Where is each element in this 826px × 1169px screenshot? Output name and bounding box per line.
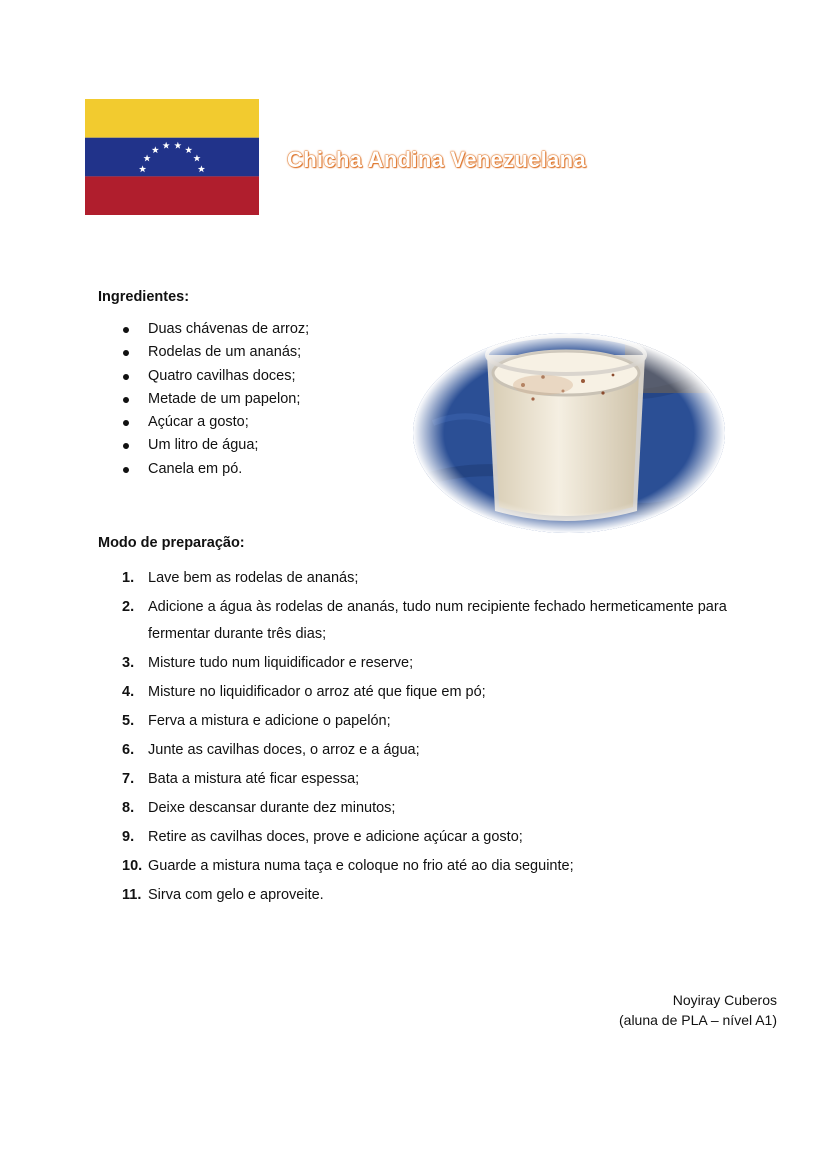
preparation-step: [120, 737, 780, 764]
ingredient-text: Rodelas de um ananás;: [148, 344, 302, 361]
ingredient-item: [120, 318, 309, 341]
step-text: Lave bem as rodelas de ananás;: [148, 570, 359, 586]
step-number: 2.: [122, 599, 135, 615]
ingredient-item: [120, 458, 309, 481]
ingredient-text: Quatro cavilhas doces;: [148, 367, 296, 384]
preparation-step: [120, 565, 780, 592]
ingredient-text: Açúcar a gosto;: [148, 414, 249, 431]
ingredient-text: Duas chávenas de arroz;: [148, 321, 310, 337]
ingredient-item: [120, 411, 309, 434]
preparation-step: [120, 824, 780, 851]
venezuela-flag: [85, 99, 259, 215]
step-number: 6.: [122, 742, 135, 758]
step-text: Ferva a mistura e adicione o papelón;: [148, 713, 391, 729]
bullet-icon: [123, 420, 129, 426]
preparation-step: [120, 795, 780, 822]
preparation-step: [120, 766, 780, 793]
step-number: 8.: [122, 800, 135, 816]
step-text: Deixe descansar durante dez minutos;: [148, 800, 396, 816]
bullet-icon: [123, 467, 129, 473]
ingredients-list: [120, 318, 309, 481]
preparation-step: [120, 853, 780, 880]
ingredients-heading: Ingredientes:: [98, 289, 190, 305]
ingredient-text: Metade de um papelon;: [148, 390, 301, 407]
step-number: 9.: [122, 829, 135, 845]
step-text: Bata a mistura até ficar espessa;: [148, 771, 360, 787]
ingredient-text: Um litro de água;: [148, 437, 259, 454]
chicha-glass-photo: [413, 333, 725, 533]
preparation-step: [120, 679, 780, 706]
step-number: 1.: [122, 570, 135, 586]
preparation-step: [120, 594, 780, 648]
ingredient-item: [120, 434, 309, 457]
step-text: Retire as cavilhas doces, prove e adicione açúcar a gosto;: [148, 829, 523, 845]
page-title: Chicha Andina Venezuelana: [287, 147, 586, 172]
step-text: Guarde a mistura numa taça e coloque no frio até ao dia seguinte;: [148, 858, 574, 874]
preparation-step: [120, 650, 780, 677]
preparation-heading: Modo de preparação:: [98, 535, 245, 551]
author-signature: [619, 990, 777, 1030]
bullet-icon: [123, 397, 129, 403]
author-role: (aluna de PLA – nível A1): [619, 1012, 777, 1028]
bullet-icon: [123, 374, 129, 380]
step-number: 11.: [122, 887, 142, 903]
ingredient-text: Canela em pó.: [148, 460, 243, 477]
ingredient-item: [120, 388, 309, 411]
preparation-step: [120, 708, 780, 735]
preparation-step: [120, 882, 780, 909]
step-text: Junte as cavilhas doces, o arroz e a água;: [148, 742, 420, 758]
step-number: 4.: [122, 684, 135, 700]
author-name: Noyiray Cuberos: [672, 992, 777, 1008]
step-number: 7.: [122, 771, 135, 787]
step-number: 10.: [122, 858, 143, 874]
step-number: 5.: [122, 713, 135, 729]
step-text: Sirva com gelo e aproveite.: [148, 887, 324, 903]
step-number: 3.: [122, 655, 135, 671]
ingredient-item: [120, 365, 309, 388]
step-text: Misture no liquidificador o arroz até que fique em pó;: [148, 684, 486, 700]
step-text: Misture tudo num liquidificador e reserve;: [148, 655, 414, 671]
bullet-icon: [123, 350, 129, 356]
bullet-icon: [123, 443, 129, 449]
ingredient-item: [120, 341, 309, 364]
bullet-icon: [123, 327, 129, 333]
step-text: Adicione a água às rodelas de ananás, tudo num recipiente fechado hermeticamente para fermentar durante três dias;: [148, 599, 727, 642]
preparation-steps-list: [120, 565, 780, 911]
